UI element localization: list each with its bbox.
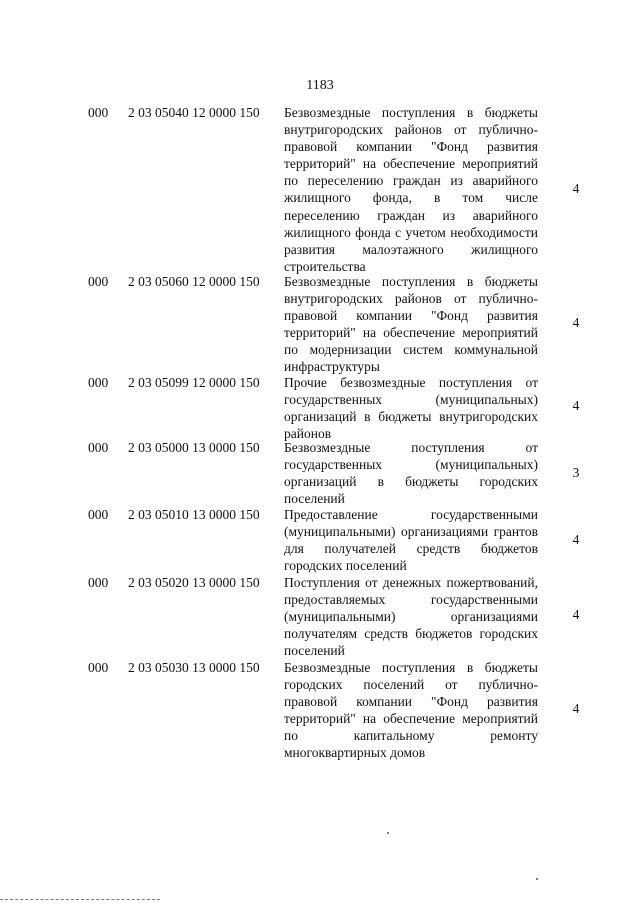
scan-edge-line: [0, 899, 160, 900]
admin-code: 000: [88, 375, 109, 390]
income-code: 2 03 05000 13 0000 150: [128, 440, 260, 455]
page-number: 1183: [306, 78, 334, 93]
income-code: 2 03 05040 12 0000 150: [128, 105, 260, 120]
table-row: [0, 574, 640, 658]
admin-code: 000: [88, 440, 109, 455]
admin-code: 000: [88, 507, 109, 522]
income-name: Безвозмездные поступления в бюджеты внутригородских районов от публично-правовой компании "Фонд развития территорий" на обеспечение мероприятий по переселению граждан из аварийного жилищного фонда, в том числе переселению граждан из аварийного жилищного фонда с учетом необходимости развития малоэтажного жилищного строительства: [284, 105, 538, 274]
income-name: Безвозмездные поступления от государственных (муниципальных) организаций в бюджеты городских поселений: [284, 440, 538, 507]
income-code: 2 03 05060 12 0000 150: [128, 274, 260, 289]
scan-speck: [387, 832, 389, 834]
distribution-norm: 4: [572, 181, 580, 196]
income-name: Безвозмездные поступления в бюджеты внутригородских районов от публично-правовой компании "Фонд развития территорий" на обеспечение мероприятий по модернизации систем коммунальной инфраструктуры: [284, 274, 538, 375]
table-row: [0, 659, 640, 769]
admin-code: 000: [88, 660, 109, 675]
admin-code: 000: [88, 274, 109, 289]
distribution-norm: 4: [572, 607, 580, 622]
table-row: [0, 439, 640, 505]
income-name: Предоставление государственными (муниципальными) организациями грантов для получателей средств бюджетов городских поселений: [284, 507, 538, 574]
distribution-norm: 4: [572, 701, 580, 716]
income-code: 2 03 05010 13 0000 150: [128, 507, 260, 522]
admin-code: 000: [88, 575, 109, 590]
table-row: [0, 104, 640, 272]
scan-speck: [536, 878, 538, 880]
income-name: Безвозмездные поступления в бюджеты городских поселений от публично-правовой компании "Фонд развития территорий" на обеспечение мероприятий по капитальному ремонту многоквартирных домов: [284, 660, 538, 761]
admin-code: 000: [88, 105, 109, 120]
income-name: Поступления от денежных пожертвований, предоставляемых государственными (муниципальными) организациями получателям средств бюджетов городских поселений: [284, 575, 538, 659]
table-row: [0, 506, 640, 574]
table-row: [0, 374, 640, 442]
income-name: Прочие безвозмездные поступления от государственных (муниципальных) организаций в бюджеты внутригородских районов: [284, 375, 538, 442]
table-row: [0, 273, 640, 374]
distribution-norm: 4: [572, 315, 580, 330]
income-code: 2 03 05020 13 0000 150: [128, 575, 260, 590]
distribution-norm: 4: [572, 398, 580, 413]
distribution-norm: 4: [572, 532, 580, 547]
income-code: 2 03 05099 12 0000 150: [128, 375, 260, 390]
income-code: 2 03 05030 13 0000 150: [128, 660, 260, 675]
distribution-norm: 3: [572, 465, 580, 480]
